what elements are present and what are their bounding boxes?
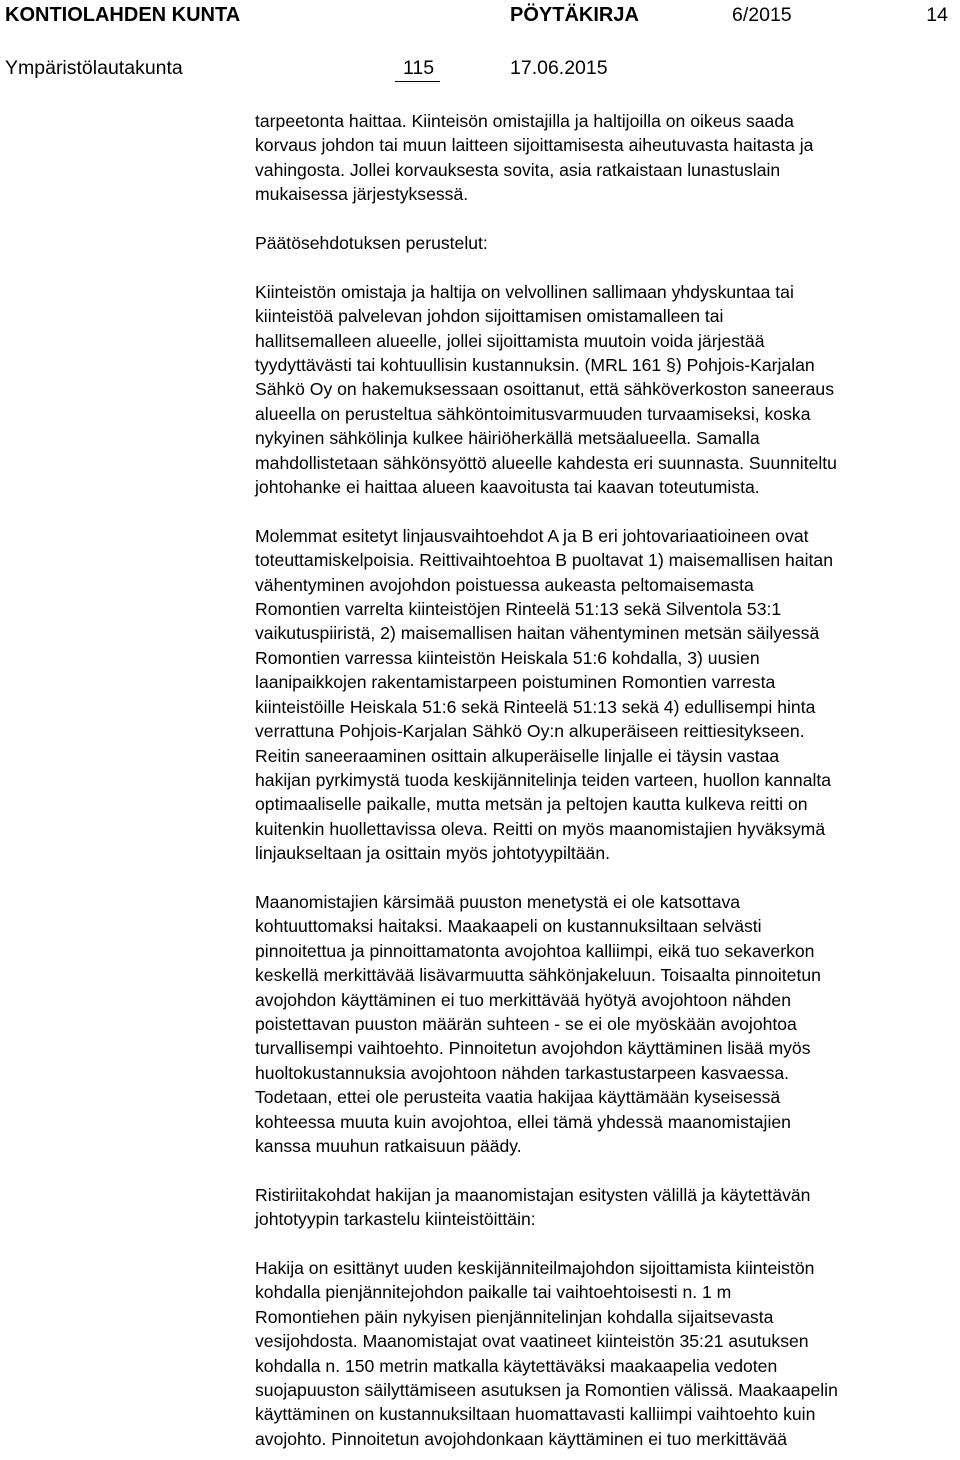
board-name: Ympäristölautakunta [5,57,183,79]
paragraph-applicant-proposal: Hakija on esittänyt uuden keskijänniteilmajohdon sijoittamista kiinteistön kohdalla pienjännitejohdon paikalle tai vaihtoehtoisesti n. 1 m Romontiehen päin nykyisen pienjännitelinjan kohdalla sijaitsevasta vesijohdosta. Maanomistajat ovat vaatineet kiinteistön 35:21 asutuksen kohdalla n. 150 metrin matkalla käytettäväksi maakaapelia vedoten suojapuuston säilyttämiseen asutuksen ja Romontien välissä. Maakaapelin käyttäminen on kustannuksiltaan huomattavasti kalliimpi vaihtoehto kuin avojohto. Pinnoitetun avojohdonkaan käyttäminen ei tuo merkittävää [255,1258,838,1449]
section-heading-justification: Päätösehdotuksen perustelut: [255,233,488,254]
paragraph-conflict-points: Ristiriitakohdat hakijan ja maanomistajan esitysten välillä ja käytettävän johtotyypin tarkastelu kiinteistöittäin: [255,1184,811,1230]
document-number: 6/2015 [732,4,792,26]
paragraph-route-alternatives: Molemmat esitetyt linjausvaihtoehdot A ja B eri johtovariaatioineen ovat toteuttamiskelpoisia. Reittivaihtoehtoa B puoltavat 1) maisemallisen haitan vähentyminen avojohdon poistuessa aukeasta peltomaisemasta Romontien varrelta kiinteistöjen Rinteelä 51:13 sekä Silventola 53:1 vaikutuspiiristä, 2) maisemallisen haitan vähentyminen metsän säilyessä Romontien varressa kiinteistön Heiskala 51:6 kohdalla, 3) uusien laanipaikkojen rakentamistarpeen poistuminen Romontien varresta kiinteistöille Heiskala 51:6 sekä Rinteelä 51:13 sekä 4) edullisempi hinta verrattuna Pohjois-Karjalan Sähkö Oy:n alkuperäiseen reittiesitykseen. Reitin saneeraaminen osittain alkuperäiselle linjalle ei täysin vastaa hakijan pyrkimystä tuoda keskijännitelinja teiden varteen, huollon kannalta optimaaliselle paikalle, mutta metsän ja peltojen kautta kulkeva reitti on kuitenkin huollettavissa oleva. Reitti on myös maanomistajien hyväksymä linjaukseltaan ja osittain myös johtotyypiltään. [255,525,833,864]
paragraph-compensation: tarpeetonta haittaa. Kiinteisön omistajilla ja haltijoilla on oikeus saada korvaus johdon tai muun laitteen sijoittamisesta aiheutuvasta haitasta ja vahingosta. Jollei korvauksesta sovita, asia ratkaistaan lunastuslain mukaisessa järjestyksessä. [255,111,814,205]
paragraph-obligation: Kiinteistön omistaja ja haltija on velvollinen sallimaan yhdyskuntaa tai kiinteistöä palvelevan johdon sijoittamisen omistamalleen tai hallitsemalleen alueelle, jollei sijoittamista muutoin voida järjestää tyydyttävästi tai kohtuullisin kustannuksin. (MRL 161 §) Pohjois-Karjalan Sähkö Oy on hakemuksessaan osoittanut, että sähköverkoston saneeraus alueella on perusteltua sähköntoimitusvarmuuden turvaamiseksi, koska nykyinen sähkölinja kulkee häiriöherkällä metsäalueella. Samalla mahdollistetaan sähkönsyöttö alueelle kahdesta eri suunnasta. Suunniteltu johtohanke ei haittaa alueen kaavoitusta tai kaavan toteutumista. [255,281,837,498]
section-underline [395,81,440,82]
meeting-date: 17.06.2015 [510,57,608,79]
document-body [255,109,955,1451]
page-number: 14 [926,4,948,26]
document-type: PÖYTÄKIRJA [510,4,639,26]
section-number: 115 [403,57,435,79]
organization-name: KONTIOLAHDEN KUNTA [5,4,241,26]
paragraph-tree-loss: Maanomistajien kärsimää puuston menetystä ei ole katsottava kohtuuttomaksi haitaksi. Maakaapeli on kustannuksiltaan selvästi pinnoitettua ja pinnoittamatonta avojohtoa kalliimpi, eikä tuo sekaverkon keskellä merkittävää lisävarmuutta sähkönjakeluun. Toisaalta pinnoitetun avojohdon käyttäminen ei tuo merkittävää hyötyä avojohtoon nähden poistettavan puuston määrän suhteen - se ei ole myöskään avojohtoa turvallisempi vaihtoehto. Pinnoitetun avojohdon käyttäminen lisää myös huoltokustannuksia avojohtoon nähden tarkastustarpeen kasvaessa. Todetaan, ettei ole perusteita vaatia hakijaa käyttämään kyseisessä kohteessa muuta kuin avojohtoa, ellei tämä yhdessä maanomistajien kanssa muuhun ratkaisuun päädy. [255,891,821,1156]
